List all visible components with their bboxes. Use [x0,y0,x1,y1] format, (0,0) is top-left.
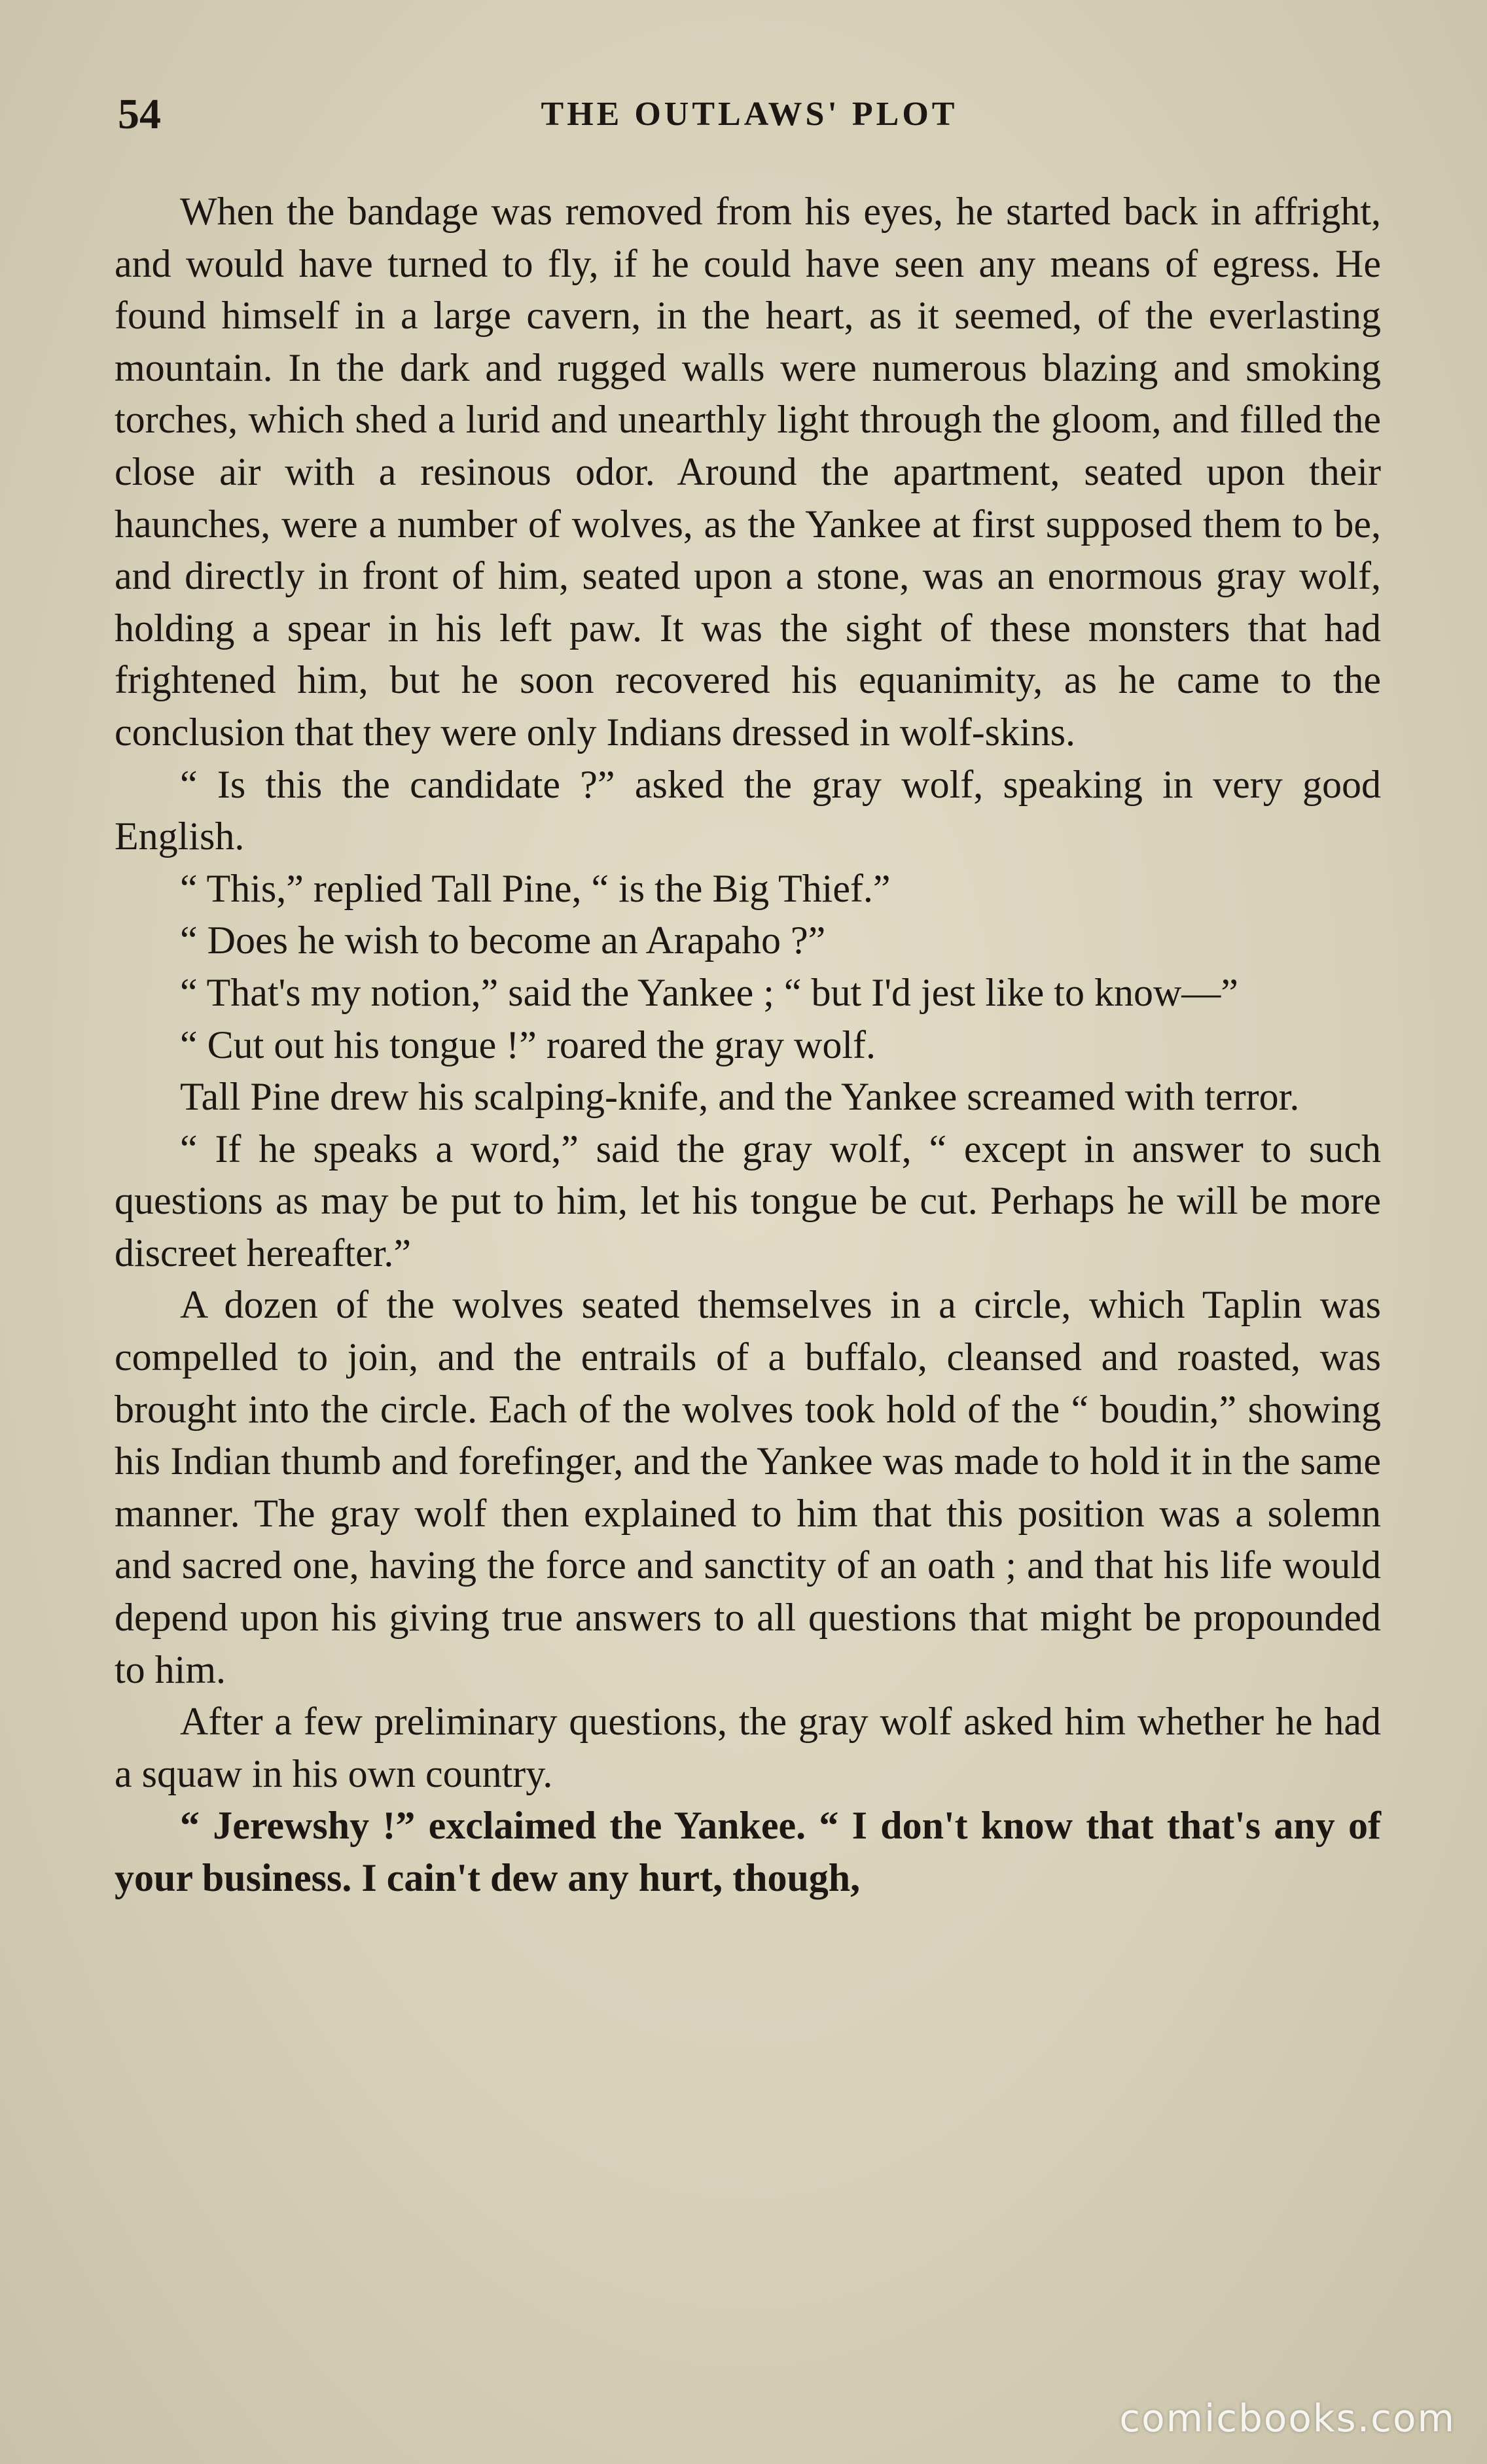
paragraph: “ Jerewshy !” exclaimed the Yankee. “ I don't know that that's any of your business. I cain't dew any hurt, though, [115,1804,1381,1899]
paragraph: A dozen of the wolves seated themselves in a circle, which Taplin was compelled to join, and the entrails of a buffalo, cleansed and roasted, was brought into the circle. Each of the wolves took hold of the “ boudin,” showing his Indian thumb and forefinger, and the Yankee was made to hold it in the same manner. The gray wolf then explained to him that this position was a solemn and sacred one, having the force and sanctity of an oath ; and that his life would depend upon his giving true answers to all questions that might be propounded to him. [115,1283,1381,1691]
watermark: comicbooks.com [1119,2396,1456,2440]
paragraph: “ Does he wish to become an Arapaho ?” [180,919,826,962]
page-header [118,85,1381,144]
page-number: 54 [118,90,161,138]
paragraph: “ This,” replied Tall Pine, “ is the Big Thief.” [180,866,891,910]
paragraph: “ Cut out his tongue !” roared the gray wolf. [180,1023,876,1066]
paragraph: After a few preliminary questions, the gray wolf asked him whether he had a squaw in his own country. [115,1700,1381,1795]
paragraph: Tall Pine drew his scalping-knife, and the Yankee screamed with terror. [180,1075,1300,1119]
running-title: THE OUTLAWS' PLOT [541,96,958,133]
paragraph: “ That's my notion,” said the Yankee ; “ but I'd jest like to know—” [180,970,1238,1014]
body-text [115,186,1381,1905]
paragraph: “ If he speaks a word,” said the gray wolf, “ except in answer to such questions as may be put to him, let his tongue be cut. Perhaps he will be more discreet hereafter.” [115,1127,1381,1275]
paragraph: When the bandage was removed from his eyes, he started back in affright, and would have turned to fly, if he could have seen any means of egress. He found himself in a large cavern, in the heart, as it seemed, of the everlasting mountain. In the dark and rugged walls were numerous blazing and smoking torches, which shed a lurid and unearthly light through the gloom, and filled the close air with a resinous odor. Around the apartment, seated upon their haunches, were a number of wolves, as the Yankee at first supposed them to be, and directly in front of him, seated upon a stone, was an enormous gray wolf, holding a spear in his left paw. It was the sight of these monsters that had frightened him, but he soon recovered his equanimity, as he came to the conclusion that they were only Indians dressed in wolf-skins. [115,190,1381,754]
paragraph: “ Is this the candidate ?” asked the gray wolf, speaking in very good English. [115,762,1381,858]
